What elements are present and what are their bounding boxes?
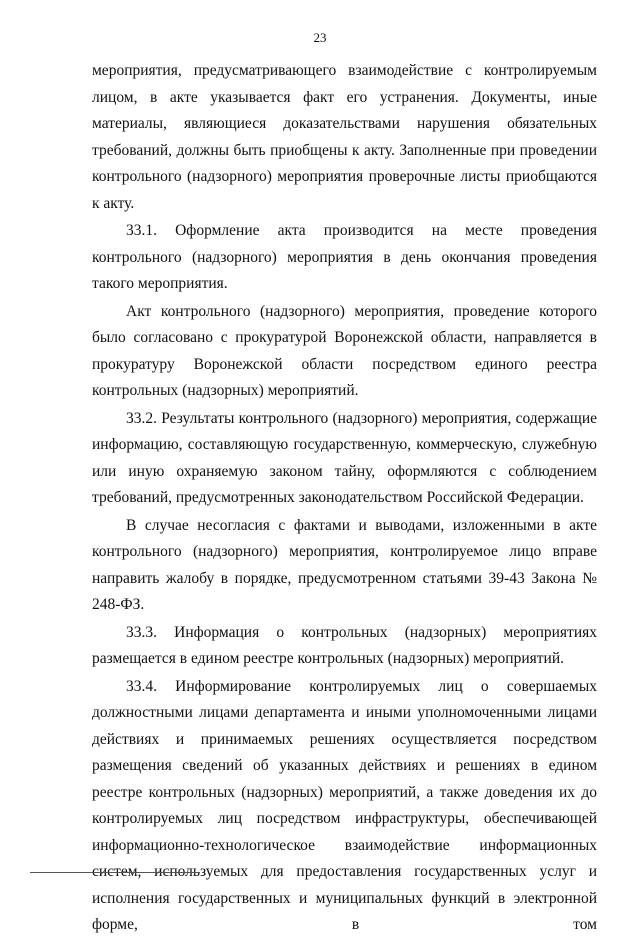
bottom-rule [30,872,200,873]
paragraph-act-prosecutor: Акт контрольного (надзорного) мероприятия, проведение которого было согласовано с прокуратурой Воронежской области, направляется в прокуратуру Воронежской области посредством единого реестра контрольных (надзорных) мероприятий. [92,302,597,399]
paragraph-33-4: 33.4. Информирование контролируемых лиц о совершаемых должностными лицами департамента и иными уполномоченными лицами действиях и принимаемых решениях осуществляется посредством размещения сведений об указанных действиях и решениях в едином реестре контрольных (надзорных) мероприятий, а также доведения их до контролируемых лиц посредством инфраструктуры, обеспечивающей информационно-технологическое взаимодействие информационных систем, используемых для предоставления государственных услуг и исполнения государственных и муниципальных функций в электронной форме, в том [92,677,597,933]
paragraph-complaint: В случае несогласия с фактами и выводами, изложенными в акте контрольного (надзорного) мероприятия, контролируемое лицо вправе направить жалобу в порядке, предусмотренном статьями 39-43 Закона № 248-ФЗ. [92,516,597,613]
paragraph-continuation: мероприятия, предусматривающего взаимодействие с контролируемым лицом, в акте указывается факт его устранения. Документы, иные материалы, являющиеся доказательствами нарушения обязательных требований, должны быть приобщены к акту. Заполненные при проведении контрольного (надзорного) мероприятия проверочные листы приобщаются к акту. [92,62,597,212]
paragraph-33-2: 33.2. Результаты контрольного (надзорного) мероприятия, содержащие информацию, составляющую государственную, коммерческую, служебную или иную охраняемую законом тайну, оформляются с соблюдением требований, предусмотренных законодательством Российской Федерации. [92,409,597,506]
paragraph-33-3: 33.3. Информация о контрольных (надзорных) мероприятиях размещается в едином реестре контрольных (надзорных) мероприятий. [92,623,597,667]
paragraph-33-1: 33.1. Оформление акта производится на месте проведения контрольного (надзорного) мероприятия в день окончания проведения такого мероприятия. [92,222,597,292]
page-number: 23 [313,30,327,45]
document-body [92,58,597,940]
